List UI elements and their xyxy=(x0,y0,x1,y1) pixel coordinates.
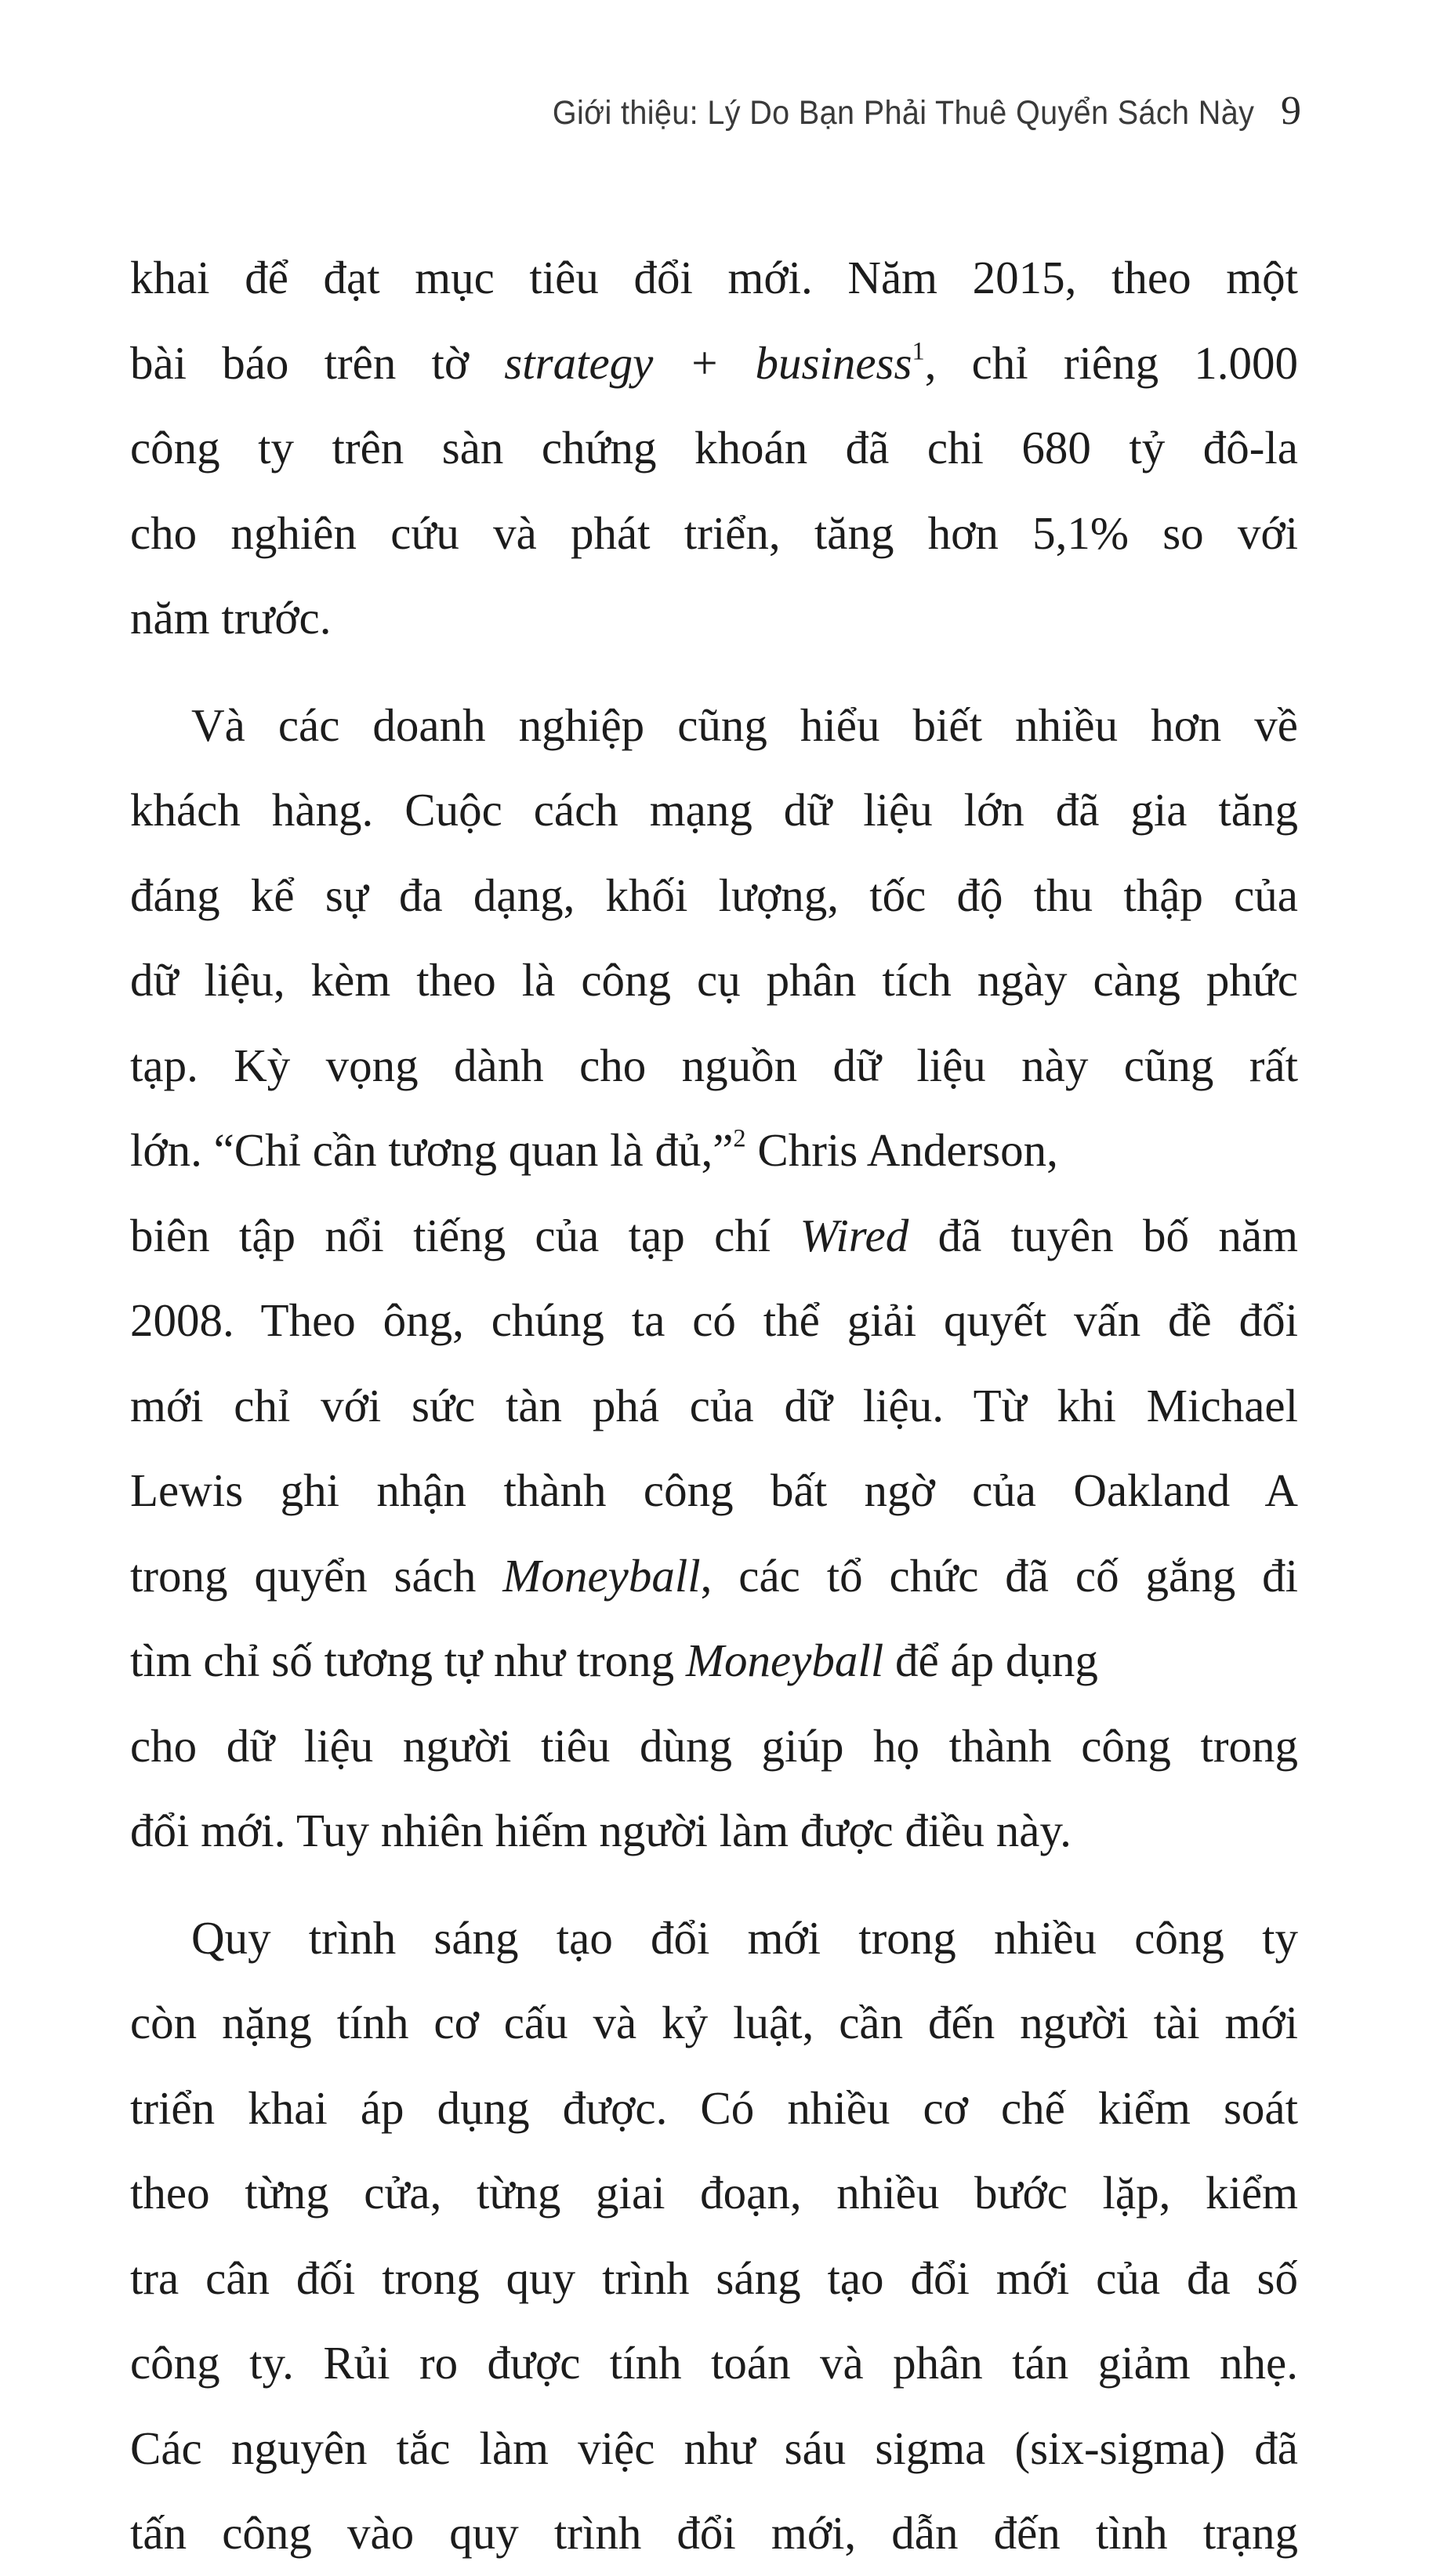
paragraph-2 xyxy=(130,683,1298,1874)
paragraph-1 xyxy=(130,235,1298,661)
text-line: đổi mới. Tuy nhiên hiếm người làm được điều này. xyxy=(130,1805,1072,1856)
paragraph-3 xyxy=(130,1896,1298,2576)
italic-title: Wired xyxy=(800,1209,909,1261)
text-line: cho nghiên cứu và phát triển, tăng hơn 5,1% so với xyxy=(130,506,1298,559)
text-line: cho dữ liệu người tiêu dùng giúp họ thành công trong xyxy=(130,1719,1298,1772)
footnote-ref: 2 xyxy=(733,1124,746,1153)
text-line: tạp. Kỳ vọng dành cho nguồn dữ liệu này cũng rất xyxy=(130,1039,1298,1091)
body-text xyxy=(130,235,1298,2576)
text-line: công ty trên sàn chứng khoán đã chi 680 tỷ đô-la xyxy=(130,422,1298,473)
italic-title: Moneyball xyxy=(685,1634,884,1686)
text-line: tìm chỉ số tương tự như trong Moneyball để áp dụng xyxy=(130,1634,1098,1686)
text-line: bài báo trên tờ strategy + business$^1$, chỉ riêng 1.000 xyxy=(130,336,1298,389)
text-line: trong quyển sách Moneyball, các tổ chức đã cố gắng đi xyxy=(130,1549,1298,1602)
italic-title: strategy + business xyxy=(504,336,912,389)
text-line: khai để đạt mục tiêu đổi mới. Năm 2015, theo một xyxy=(130,252,1298,303)
text-line: tra cân đối trong quy trình sáng tạo đổi mới của đa số xyxy=(130,2251,1298,2304)
text-line: 2008. Theo ông, chúng ta có thể giải quyết vấn đề đổi xyxy=(130,1294,1298,1346)
page-number: 9 xyxy=(1281,89,1301,133)
text-line: Các nguyên tắc làm việc như sáu sigma (six-sigma) đã xyxy=(130,2422,1298,2474)
text-line: mới chỉ với sức tàn phá của dữ liệu. Từ khi Michael xyxy=(130,1379,1298,1431)
italic-title: Moneyball xyxy=(502,1549,701,1602)
text-line: đáng kể sự đa dạng, khối lượng, tốc độ thu thập của xyxy=(130,869,1298,921)
text-line: còn nặng tính cơ cấu và kỷ luật, cần đến người tài mới xyxy=(130,1997,1298,2048)
text-line: biên tập nổi tiếng của tạp chí Wired đã tuyên bố năm xyxy=(130,1209,1298,1261)
text-line: Và các doanh nghiệp cũng hiểu biết nhiều hơn về xyxy=(191,698,1298,751)
chapter-title: Giới thiệu: Lý Do Bạn Phải Thuê Quyển Sách Này xyxy=(552,94,1254,132)
text-line: theo từng cửa, từng giai đoạn, nhiều bước lặp, kiểm xyxy=(130,2167,1298,2219)
text-line: tấn công vào quy trình đổi mới, dẫn đến tình trạng xyxy=(130,2507,1298,2559)
text-line: khách hàng. Cuộc cách mạng dữ liệu lớn đã gia tăng xyxy=(130,784,1298,836)
text-line: năm trước. xyxy=(130,592,332,644)
text-line: công ty. Rủi ro được tính toán và phân tán giảm nhẹ. xyxy=(130,2337,1298,2389)
text-line: triển khai áp dụng được. Có nhiều cơ chế kiểm soát xyxy=(130,2081,1298,2134)
text-line: Lewis ghi nhận thành công bất ngờ của Oakland A xyxy=(130,1464,1298,1516)
text-line: dữ liệu, kèm theo là công cụ phân tích ngày càng phức xyxy=(130,954,1298,1006)
footnote-ref: 1 xyxy=(912,337,925,366)
running-header xyxy=(491,88,1301,134)
text-line: lớn. “Chỉ cần tương quan là đủ,”$^2$ Chris Anderson, xyxy=(130,1124,1058,1176)
text-line: Quy trình sáng tạo đổi mới trong nhiều công ty xyxy=(191,1911,1298,1964)
